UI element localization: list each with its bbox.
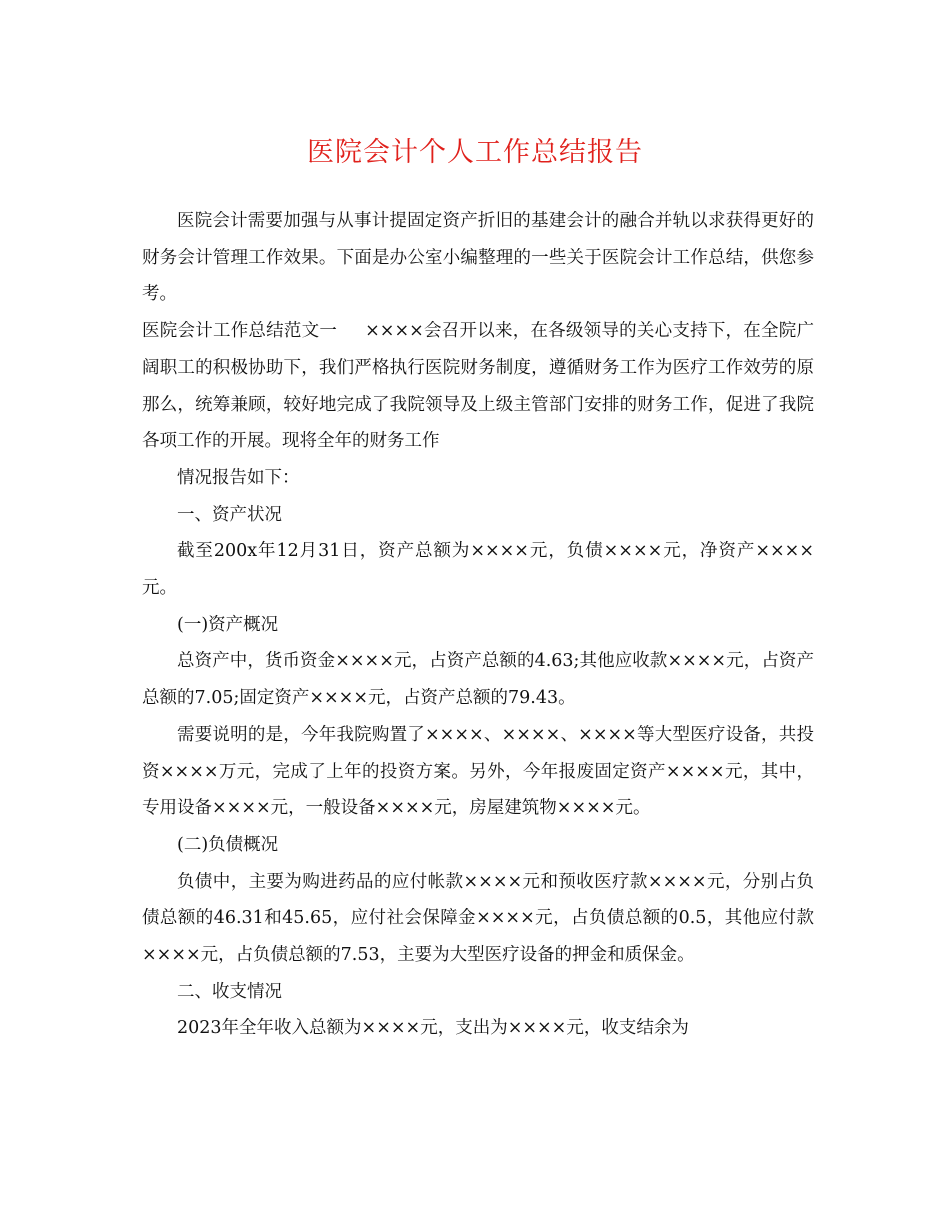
report-intro: 情况报告如下： [177, 467, 300, 488]
subsection-2-heading: (二)负债概况 [177, 834, 279, 855]
section-1-text: 截至200x年12月31日，资产总额为××××元，负债××××元，净资产××××元。 [142, 541, 814, 599]
document-title: 医院会计个人工作总结报告 [307, 137, 643, 168]
subsection-1-note: 需要说明的是，今年我院购置了××××、××××、××××等大型医疗设备，共投资××××万元，完成了上年的投资方案。另外，今年报废固定资产××××元，其中，专用设备××××元，一般设备××××元，房屋建筑物××××元。 [142, 724, 814, 819]
section-1-heading: 一、资产状况 [177, 504, 282, 525]
sample-paragraph [142, 313, 814, 460]
subsection-1-heading: (一)资产概况 [177, 614, 279, 635]
document-body [142, 203, 814, 1047]
section-2-heading: 二、收支情况 [177, 981, 282, 1002]
subsection-2-text: 负债中，主要为购进药品的应付帐款××××元和预收医疗款××××元，分别占负债总额的46.31和45.65，应付社会保障金××××元，占负债总额的0.5，其他应付款××××元，占负债总额的7.53，主要为大型医疗设备的押金和质保金。 [142, 871, 814, 966]
intro-paragraph: 医院会计需要加强与从事计提固定资产折旧的基建会计的融合并轨以求获得更好的财务会计管理工作效果。下面是办公室小编整理的一些关于医院会计工作总结，供您参考。 [142, 211, 814, 305]
sample-label: 医院会计工作总结范文一 [142, 321, 338, 342]
section-2-text: 2023年全年收入总额为××××元，支出为××××元，收支结余为 [177, 1018, 689, 1039]
sample-body: ××××会召开以来，在各级领导的关心支持下，在全院广阔职工的积极协助下，我们严格执行医院财务制度，遵循财务工作为医疗工作效劳的原那么，统筹兼顾，较好地完成了我院领导及上级主管部门安排的财务工作，促进了我院各项工作的开展。现将全年的财务工作 [142, 321, 815, 452]
subsection-1-text: 总资产中，货币资金××××元，占资产总额的4.63;其他应收款××××元，占资产总额的7.05;固定资产××××元，占资产总额的79.43。 [142, 651, 814, 709]
